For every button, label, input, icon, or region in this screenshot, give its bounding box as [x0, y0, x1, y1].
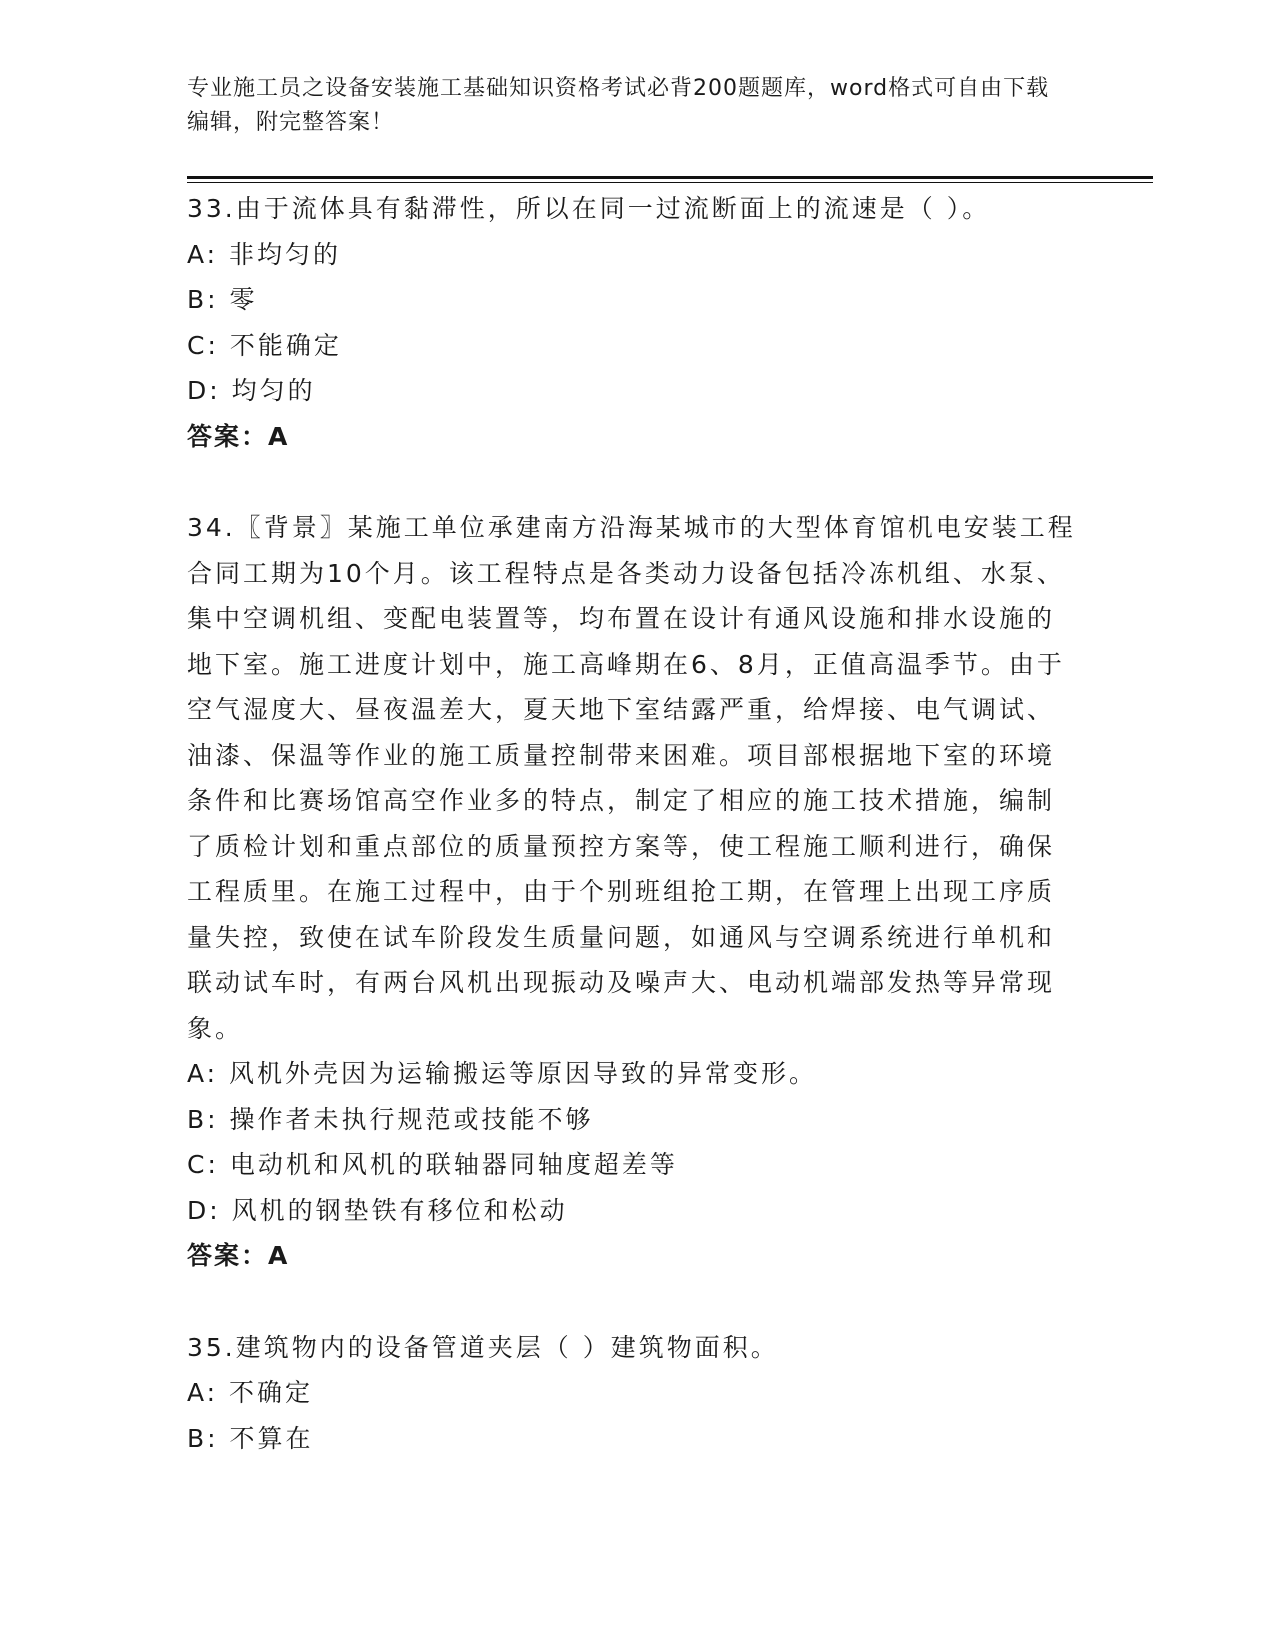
- answer: 答案：A: [187, 421, 290, 451]
- question-stem: 35.建筑物内的设备管道夹层（ ）建筑物面积。: [187, 1332, 779, 1362]
- option-d: D: 均匀的: [187, 376, 316, 405]
- answer: 答案：A: [187, 1241, 290, 1270]
- option-a: A: 不确定: [187, 1378, 314, 1407]
- question-stem: 34.〖背景〗某施工单位承建南方沿海某城市的大型体育馆机电安装工程合同工期为10个月。该工程特点是各类动力设备包括冷冻机组、水泵、集中空调机组、变配电装置等，均布置在设计有通风设施和排水设施的地下室。施工进度计划中，施工高峰期在6、8月，正值高温季节。由于空气湿度大、昼夜温差大，夏天地下室结露严重，给焊接、电气调试、油漆、保温等作业的施工质量控制带来困难。项目部根据地下室的环境条件和比赛场馆高空作业多的特点，制定了相应的施工技术措施，编制了质检计划和重点部位的质量预控方案等，使工程施工顺利进行，确保工程质里。在施工过程中，由于个别班组抢工期，在管理上出现工序质量失控，致使在试车阶段发生质量问题，如通风与空调系统进行单机和联动试车时，有两台风机出现振动及噪声大、电动机端部发热等异常现象。: [187, 513, 1076, 1043]
- option-a: A: 风机外壳因为运输搬运等原因导致的异常变形。: [187, 1059, 818, 1088]
- question-35: [187, 1325, 1077, 1462]
- question-33: [187, 186, 1077, 459]
- header-rule-thick: [187, 176, 1153, 179]
- option-c: C: 电动机和风机的联轴器同轴度超差等: [187, 1150, 678, 1179]
- option-a: A: 非均匀的: [187, 239, 342, 269]
- option-c: C: 不能确定: [187, 330, 342, 360]
- document-header: 专业施工员之设备安装施工基础知识资格考试必背200题题库，word格式可自由下载编辑，附完整答案！: [187, 76, 1050, 135]
- question-stem: 33.由于流体具有黏滞性，所以在同一过流断面上的流速是（ ）。: [187, 194, 991, 223]
- question-list: [187, 186, 1077, 1461]
- spacer: [187, 1279, 1077, 1325]
- option-b: B: 操作者未执行规范或技能不够: [187, 1104, 594, 1134]
- spacer: [187, 459, 1077, 505]
- option-b: B: 不算在: [187, 1423, 314, 1453]
- option-d: D: 风机的钢垫铁有移位和松动: [187, 1195, 568, 1225]
- question-34: [187, 505, 1077, 1279]
- header-rule-thin: [187, 182, 1153, 183]
- option-b: B: 零: [187, 285, 258, 314]
